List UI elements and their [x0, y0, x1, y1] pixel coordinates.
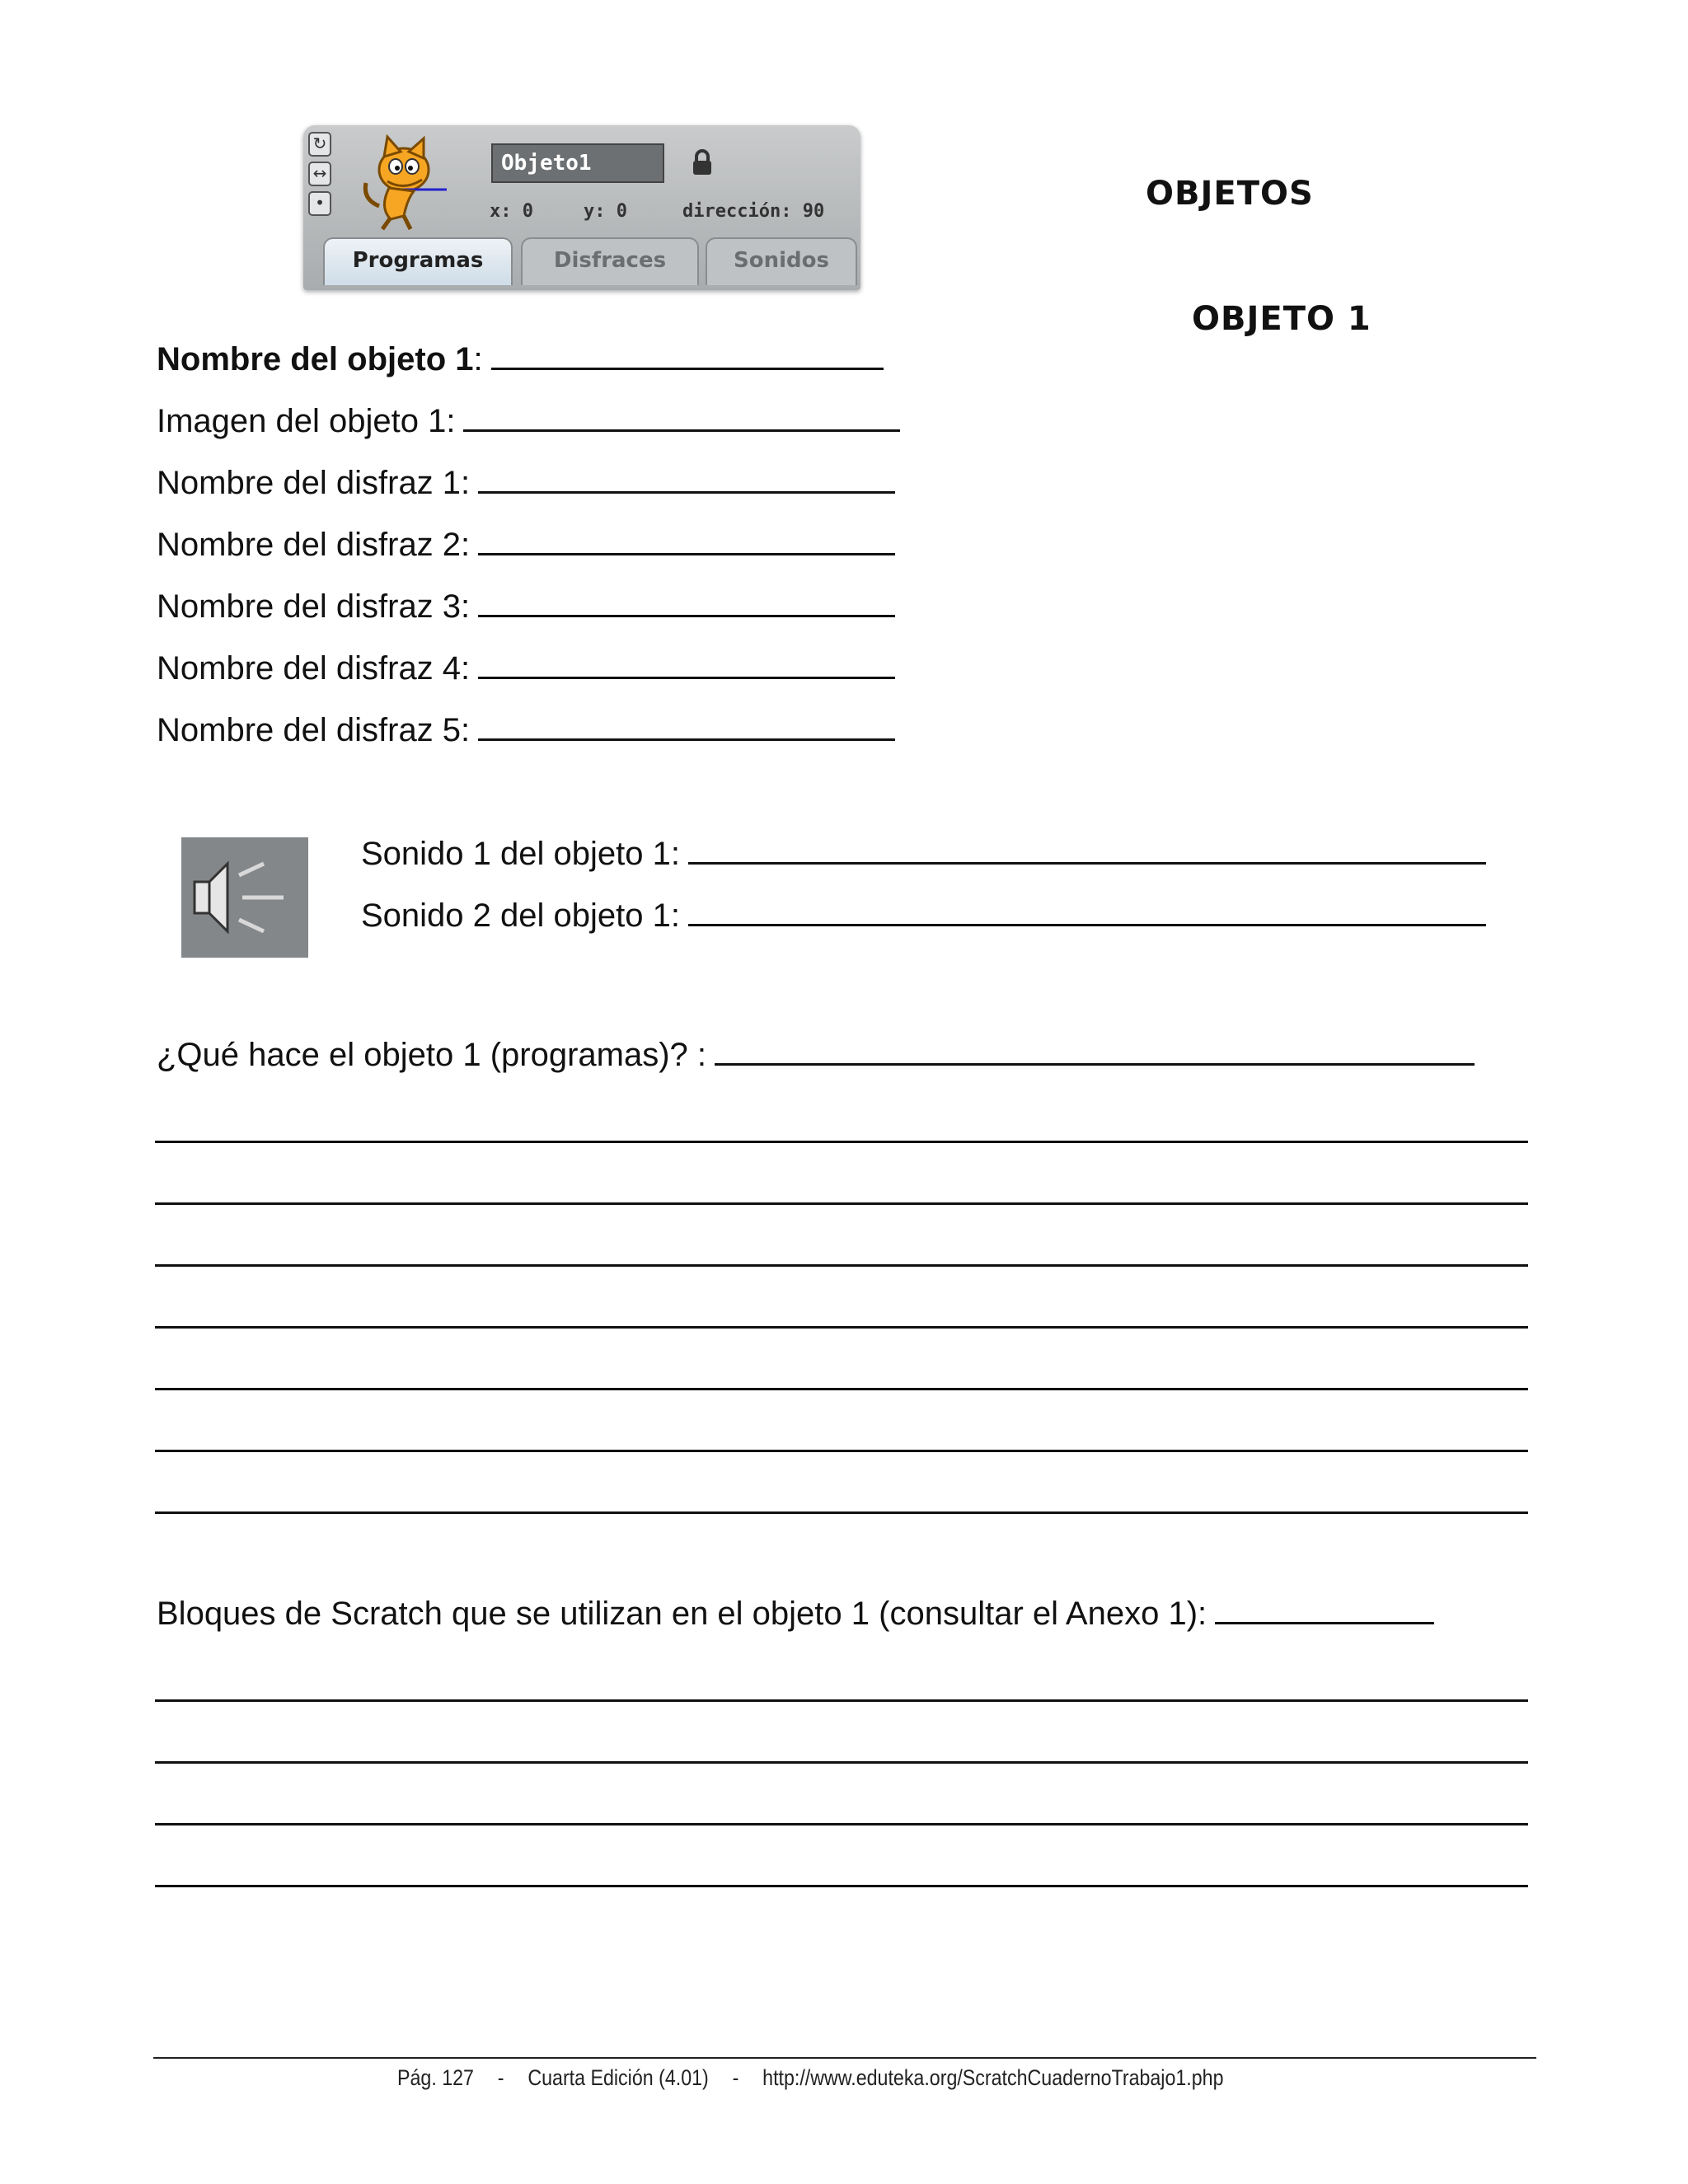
object-name-blank[interactable] — [491, 343, 884, 370]
costume-blank-5[interactable] — [478, 714, 895, 741]
costume-row-4 — [157, 650, 895, 687]
costume-row-5 — [157, 712, 895, 749]
costume-label-4: Nombre del disfraz 4: — [157, 650, 471, 687]
costume-row-3 — [157, 588, 895, 626]
answer-line[interactable] — [155, 1885, 1528, 1887]
no-rotate-icon[interactable]: • — [308, 191, 331, 216]
answer-line[interactable] — [155, 1141, 1528, 1143]
sound-row-2 — [361, 898, 1486, 935]
costume-blank-1[interactable] — [478, 466, 895, 494]
footer-separator: - — [497, 2065, 504, 2090]
y-coordinate: y: 0 — [584, 201, 627, 222]
costume-blank-3[interactable] — [478, 590, 895, 617]
tab-disfraces[interactable]: Disfraces — [521, 237, 699, 285]
tab-sonidos[interactable]: Sonidos — [706, 237, 857, 285]
what-does-label: ¿Qué hace el objeto 1 (programas)? : — [157, 1037, 707, 1073]
x-coordinate: x: 0 — [490, 201, 533, 222]
direction-readout: dirección: 90 — [682, 201, 825, 222]
sound-row-1 — [361, 836, 1486, 873]
costume-row-2 — [157, 527, 895, 564]
answer-line[interactable] — [155, 1699, 1528, 1702]
answer-line[interactable] — [155, 1202, 1528, 1205]
answer-line[interactable] — [155, 1761, 1528, 1764]
answer-line[interactable] — [155, 1326, 1528, 1329]
costume-blank-2[interactable] — [478, 528, 895, 555]
costume-blank-4[interactable] — [478, 652, 895, 679]
sprite-info-panel — [303, 125, 860, 290]
costume-row-1 — [157, 465, 895, 502]
section-heading: OBJETOS — [1146, 175, 1314, 213]
footer-divider — [153, 2057, 1536, 2059]
page-footer — [397, 2065, 1223, 2091]
answer-line[interactable] — [155, 1388, 1528, 1390]
blocks-label: Bloques de Scratch que se utilizan en el objeto 1 (consultar el Anexo 1): — [157, 1596, 1207, 1632]
object-name-colon: : — [473, 341, 483, 377]
sprite-name-field[interactable]: Objeto1 — [491, 143, 664, 183]
tab-programas[interactable]: Programas — [323, 237, 513, 285]
rotate-icon[interactable]: ↻ — [308, 132, 331, 157]
image-label: Imagen del objeto 1: — [157, 403, 456, 439]
lock-icon[interactable] — [691, 148, 714, 176]
answer-line[interactable] — [155, 1823, 1528, 1825]
page-number: Pág. 127 — [397, 2065, 474, 2090]
speaker-icon — [181, 837, 308, 958]
costume-label-2: Nombre del disfraz 2: — [157, 527, 471, 563]
object-name-label: Nombre del objeto 1 — [157, 341, 474, 377]
what-does-row — [157, 1037, 1475, 1074]
sound-blank-2[interactable] — [688, 899, 1486, 926]
costume-label-5: Nombre del disfraz 5: — [157, 712, 471, 748]
costume-label-3: Nombre del disfraz 3: — [157, 588, 471, 625]
footer-separator: - — [732, 2065, 739, 2090]
blocks-row — [157, 1596, 1434, 1633]
edition-label: Cuarta Edición (4.01) — [528, 2065, 709, 2090]
cat-sprite-icon[interactable] — [354, 134, 453, 232]
what-does-blank[interactable] — [715, 1038, 1475, 1066]
sound-label-2: Sonido 2 del objeto 1: — [361, 898, 680, 934]
costume-label-1: Nombre del disfraz 1: — [157, 465, 471, 501]
blocks-blank[interactable] — [1215, 1597, 1434, 1624]
answer-line[interactable] — [155, 1450, 1528, 1452]
object-name-row — [157, 341, 884, 378]
answer-line[interactable] — [155, 1511, 1528, 1514]
sound-label-1: Sonido 1 del objeto 1: — [361, 836, 680, 872]
sound-blank-1[interactable] — [688, 837, 1486, 865]
subsection-heading: OBJETO 1 — [1192, 300, 1372, 338]
flip-icon[interactable]: ↔ — [308, 162, 331, 186]
source-url[interactable]: http://www.eduteka.org/ScratchCuadernoTrabajo1.php — [762, 2065, 1224, 2090]
answer-line[interactable] — [155, 1264, 1528, 1267]
image-row — [157, 403, 900, 440]
image-blank[interactable] — [463, 405, 900, 432]
